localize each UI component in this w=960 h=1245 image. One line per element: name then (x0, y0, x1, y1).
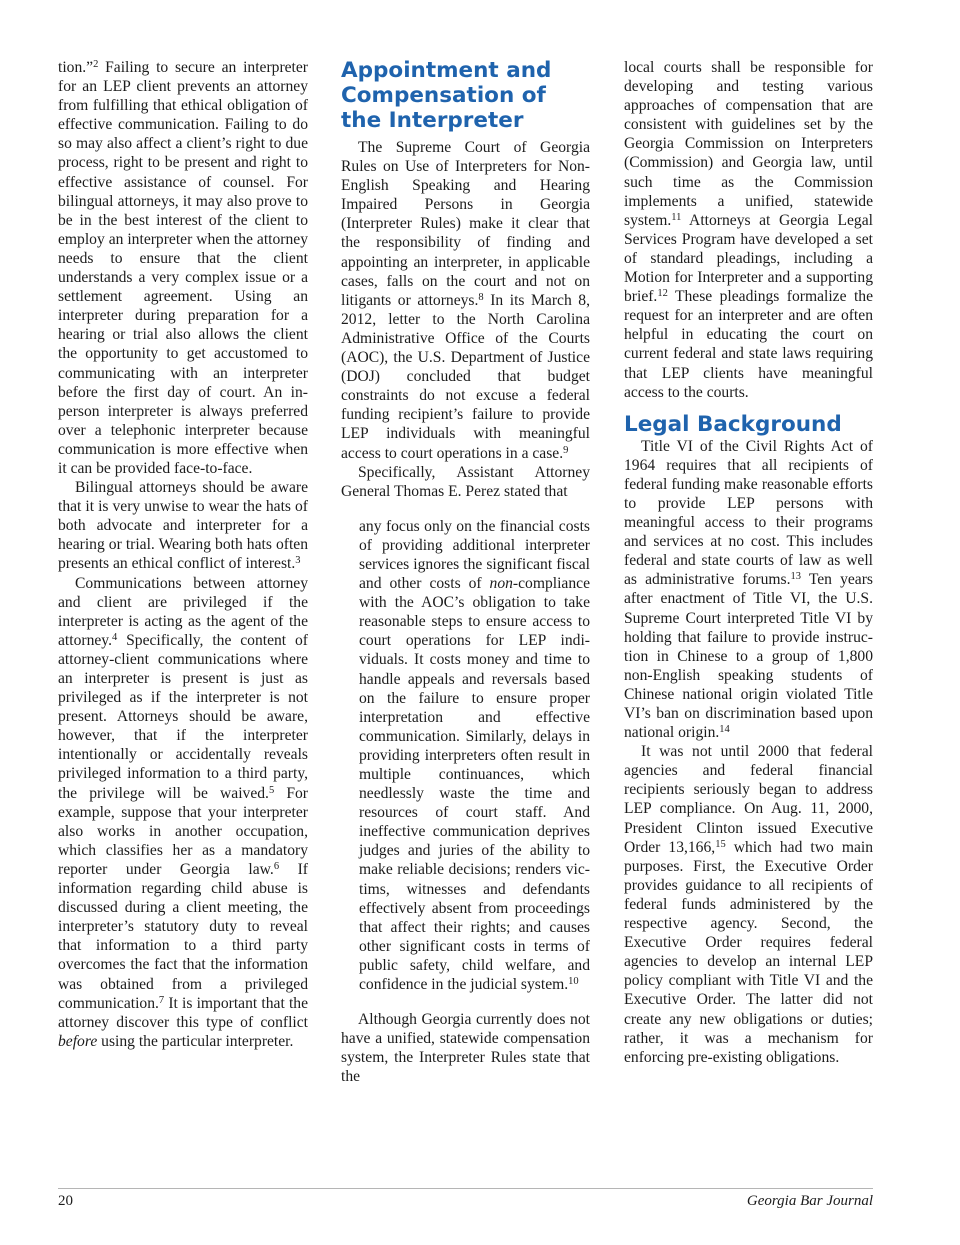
text-run: For example, suppose that your interpreter also works in another occupation, which classifies her as a mandatory reporter under Georgia law. (58, 784, 308, 878)
column-1 (58, 58, 308, 1051)
text-run: using the particular interpreter. (97, 1032, 294, 1050)
footnote-ref: 7 (158, 994, 165, 1006)
journal-title: Georgia Bar Journal (746, 1193, 873, 1209)
text-run: which had two main purposes. First, the Executive Order provides guidance to all recipients of federal funds administered by the respective agency. Second, the Executive Order requires federal agencies to develop an internal LEP policy compliant with Title VI and the Executive Order. The latter did not create any new obligations or duties; rather, it was a mechanism for enforcing pre-existing obligations. (624, 838, 874, 1066)
text-run: -compliance with the AOC’s obligation to take reasonable steps to ensure access to court operations for LEP individuals. It costs money and time to handle appeals and reversals based on the failure to ensure proper interpretation and effective communication. Similarly, delays in providing interpreters often result in multiple continuances, which needlessly waste the time and resources of court staff. And ineffective communication deprives judges and juries of the ability to make reliable decisions; renders victims, witnesses and defendants effectively absent from proceedings that affect their rights; and causes other significant costs in terms of public safety, child welfare, and confidence in the judicial system. (359, 575, 590, 994)
footnote-ref: 12 (657, 288, 668, 300)
block-quote (341, 517, 590, 994)
footnote-ref: 8 (478, 291, 484, 303)
text-run: Ten years after enactment of Title VI, the U.S. Supreme Court interpreted Title VI by holding that failure to provide instruction in Chinese to a group of 1,800 non-English speaking students of Chinese national origin violated Title VI’s ban on discrimination based upon national origin. (624, 571, 873, 742)
text-run: Specifically, the content of attorney-client communications where an interpreter is present is just as privileged as if the interpreter is not present. Attorneys should be aware, however, that if the interpreter intentionally or accidentally reveals privileged information to a third party, the privilege will be waived. (58, 631, 308, 802)
body-paragraph (624, 437, 873, 743)
text-run: tion.” (58, 59, 94, 76)
text-run: Although Georgia currently does not have a unified, statewide compensation system, the Interpreter Rules state that the (341, 1011, 590, 1086)
footer-divider (58, 1188, 873, 1189)
footnote-ref: 9 (563, 444, 569, 456)
text-run: Communications between attorney and client are privileged if the interpreter is acting as the agent of the attorney. (58, 574, 308, 649)
text-run: Specifically, Assistant Attorney General Thomas E. Perez stated that (341, 463, 590, 500)
emphasis-text: non (489, 575, 513, 593)
body-paragraph (341, 463, 590, 501)
text-run: Title VI of the Civil Rights Act of 1964 requires that all recipients of federal funding make reasonable efforts to provide LEP persons with meaningful access to their programs and services at no cost. This includes federal and state courts of law as well as administrative forums. (624, 437, 873, 589)
body-paragraph (624, 742, 873, 1067)
text-run: The Supreme Court of Georgia Rules on Use of Interpreters for Non-English Speaking and Hearing Impaired Persons in Georgia (Interpreter Rules) make it clear that the responsibility of finding and appointing an interpreter, in applicable cases, falls on the court and not on litigants or attorneys. (341, 139, 590, 309)
body-paragraph (58, 574, 308, 1051)
footnote-ref: 13 (790, 571, 801, 583)
text-run: These pleadings formalize the request for an interpreter and are often helpful in educating the court on current federal and state laws requiring that LEP clients have meaningful access to the courts. (624, 288, 873, 401)
body-paragraph (624, 58, 873, 402)
body-paragraph (58, 58, 308, 478)
body-paragraph (341, 138, 590, 463)
section-heading-appointment: Appointment and Compensation of the Interpreter (341, 58, 552, 133)
footnote-ref: 15 (715, 838, 726, 850)
footnote-ref: 4 (111, 631, 118, 643)
text-run: Failing to secure an interpreter for an LEP client prevents an attorney from fulfilling that ethical obligation of effective communication. Failing to do so may also affect a client’s right to due process, right to be present and right to effective assistance of counsel. For bilingual attorneys, it may also prove to be in the best interest of the client to employ an interpreter when the attorney needs to ensure that the client understands a very complex issue or a settlement agreement. Using an interpreter during preparation for a hearing or trial also allows the client the opportunity to get accustomed to communicating with an interpreter before the first day of court. An in-person interpreter is always preferred over a telephonic interpreter because communication is more effective when it can be provided face-to-face. (58, 59, 308, 477)
text-run: In its March 8, 2012, letter to the North Carolina Administrative Office of the Courts (AOC), the U.S. Department of Justice (DOJ) concluded that budget constraints do not excuse a federal funding recipient’s failure to provide LEP individuals with meaningful access to court operations in a case. (341, 291, 590, 462)
column-3 (624, 58, 873, 1067)
footnote-ref: 5 (268, 784, 275, 796)
text-run: Bilingual attorneys should be aware that it is very unwise to wear the hats of both advocate and interpreter for a hearing or trial. Wearing both hats often presents an ethical conflict of interest. (58, 479, 308, 573)
section-heading-legal-background: Legal Background (624, 411, 842, 437)
emphasis-text: before (58, 1032, 98, 1050)
text-run: any focus only on the financial costs of providing additional interpreter services ignores the significant fiscal and other costs of (359, 517, 590, 593)
footnote-ref: 14 (719, 724, 730, 736)
page-number: 20 (58, 1193, 73, 1209)
column-2 (341, 58, 590, 1087)
text-run: It was not until 2000 that federal agencies and federal financial recipients seriously began to address LEP compliance. On Aug. 11, 2000, President Clinton issued Executive Order 13,166, (624, 743, 873, 856)
footnote-ref: 10 (568, 976, 579, 988)
body-paragraph (341, 1010, 590, 1086)
text-run: If information regarding child abuse is discussed during a client meeting, the interpreter’s statutory duty to reveal that information to a third party overcomes the fact that the information was obtained from a privileged communication. (58, 860, 308, 1012)
text-run: It is important that the attorney discover this type of conflict (58, 994, 308, 1031)
footnote-ref: 2 (93, 59, 99, 70)
text-run: local courts shall be responsible for developing and testing various approaches of compensation that are consistent with guidelines set by the Georgia Commission on Interpreters (Commission) and Georgia law, until such time as the Commission implements a unified, statewide system. (624, 59, 873, 229)
footnote-ref: 11 (671, 211, 682, 223)
footnote-ref: 3 (295, 555, 301, 567)
text-run: Attorneys at Georgia Legal Services Program have developed a set of standard pleadings, including a Motion for Interpreter and a supporting brief. (624, 211, 873, 306)
footnote-ref: 6 (273, 860, 280, 872)
body-paragraph (58, 478, 308, 573)
